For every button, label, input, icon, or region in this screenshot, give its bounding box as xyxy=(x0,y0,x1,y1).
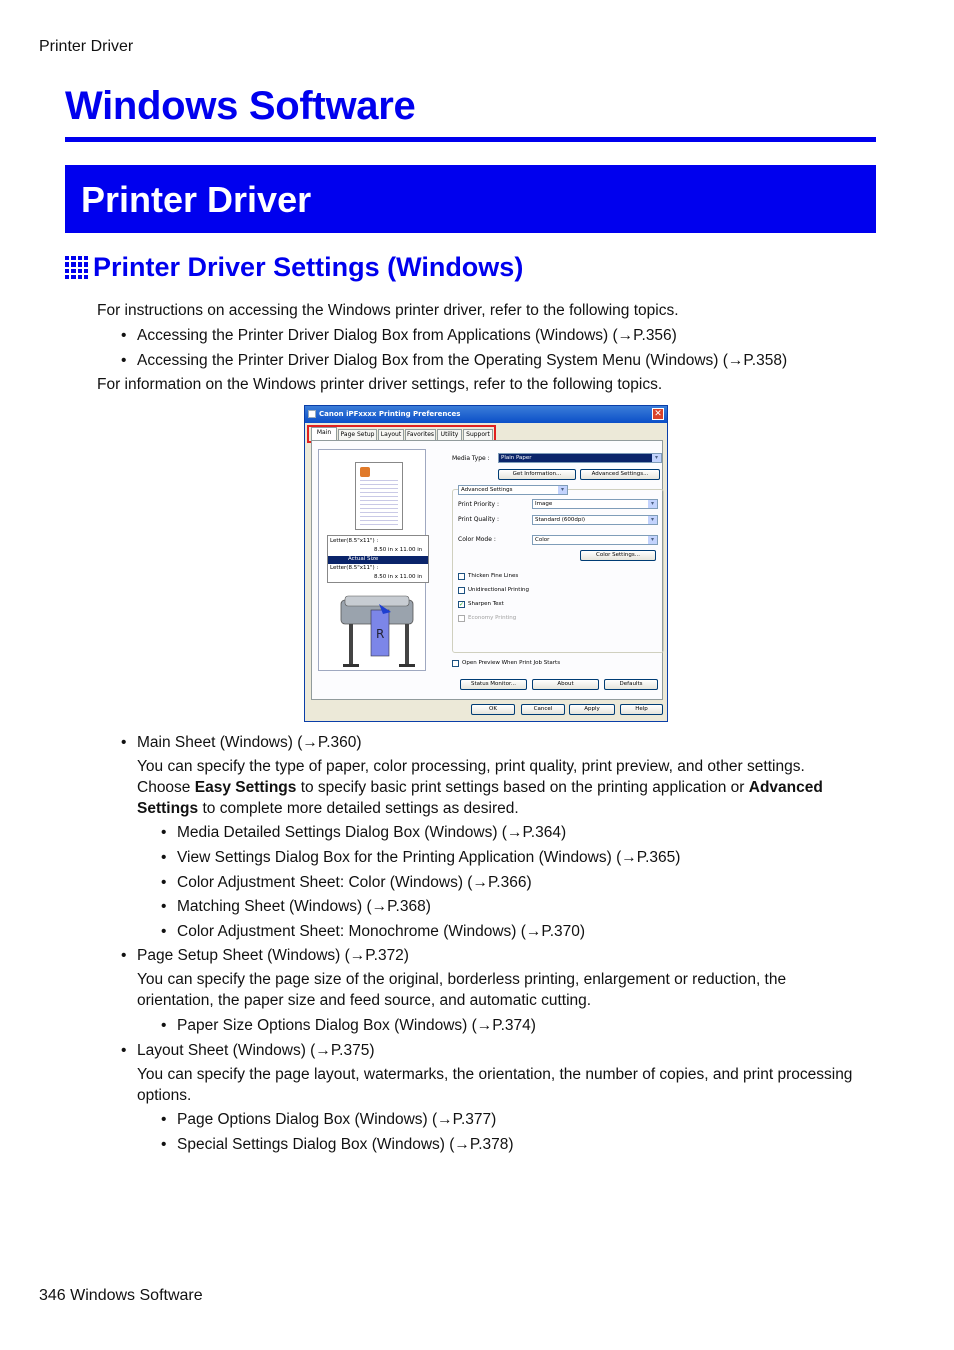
status-monitor-button[interactable]: Status Monitor... xyxy=(460,679,527,690)
sub-heading xyxy=(65,252,523,283)
size-line: Letter(8.5"x11") : xyxy=(330,565,379,571)
page-options-link[interactable]: • Page Options Dialog Box (Windows) (→P.377) xyxy=(177,1109,496,1130)
color-mode-label: Color Mode : xyxy=(458,536,496,543)
page-setup-desc-1: You can specify the page size of the original, borderless printing, enlargement or reduction, the xyxy=(137,971,787,988)
print-priority-select[interactable] xyxy=(532,499,658,509)
unidirectional-printing-label: Unidirectional Printing xyxy=(468,587,529,593)
economy-printing-label: Economy Printing xyxy=(468,615,517,621)
tab-utility[interactable]: Utility xyxy=(437,429,462,441)
main-sheet-desc-3: Settings to complete more detailed settings as desired. xyxy=(137,800,519,817)
close-icon[interactable]: ✕ xyxy=(652,408,664,420)
section-title: Printer Driver xyxy=(81,179,312,220)
layout-desc-2: options. xyxy=(137,1087,192,1104)
page-preview xyxy=(355,462,403,530)
intro-text: For instructions on accessing the Windows printer driver, refer to the following topics. xyxy=(97,302,679,319)
tab-layout[interactable]: Layout xyxy=(378,429,404,441)
color-adjustment-monochrome-link[interactable]: • Color Adjustment Sheet: Monochrome (Windows) (→P.370) xyxy=(177,921,585,942)
mode-value: Advanced Settings xyxy=(461,487,513,493)
dialog-title: Canon iPFxxxx Printing Preferences xyxy=(319,410,461,418)
main-sheet-desc-2: Choose Easy Settings to specify basic print settings based on the printing application or Advanced xyxy=(137,779,823,796)
tab-support[interactable]: Support xyxy=(463,429,493,441)
size-info-box xyxy=(327,535,429,583)
main-sheet-page xyxy=(311,440,663,700)
dialog-titlebar xyxy=(305,406,667,423)
mode-select[interactable] xyxy=(458,485,568,495)
media-type-label: Media Type : xyxy=(452,455,490,462)
color-settings-button[interactable]: Color Settings... xyxy=(580,550,656,561)
tab-favorites[interactable]: Favorites xyxy=(405,429,436,441)
tab-page-setup[interactable]: Page Setup xyxy=(338,429,377,441)
access-link-os-menu[interactable]: • Accessing the Printer Driver Dialog Box from the Operating System Menu (Windows) (→P.358) xyxy=(137,350,787,371)
intro-text-2: For information on the Windows printer driver settings, refer to the following topics. xyxy=(97,376,663,393)
chevron-down-icon: ▾ xyxy=(648,500,657,508)
ok-button[interactable]: OK xyxy=(471,704,515,715)
sub-heading-text: Printer Driver Settings (Windows) xyxy=(93,252,524,282)
color-adjustment-color-link[interactable]: • Color Adjustment Sheet: Color (Windows) (→P.366) xyxy=(177,872,532,893)
apply-button[interactable]: Apply xyxy=(569,704,615,715)
chevron-down-icon: ▾ xyxy=(558,486,567,494)
print-quality-value: Standard (600dpi) xyxy=(535,517,586,523)
page-setup-desc-2: orientation, the paper size and feed source, and automatic cutting. xyxy=(137,992,592,1009)
layout-desc-1: You can specify the page layout, watermarks, the orientation, the number of copies, and print processing xyxy=(137,1066,853,1083)
thicken-fine-lines-label: Thicken Fine Lines xyxy=(468,573,519,579)
matching-sheet-link[interactable]: • Matching Sheet (Windows) (→P.368) xyxy=(177,896,431,917)
page-footer: 346 Windows Software xyxy=(39,1287,203,1304)
size-line-selected xyxy=(328,556,428,564)
tab-main[interactable]: Main xyxy=(311,427,337,441)
size-line: 8.50 in x 11.00 in xyxy=(374,547,423,553)
page-setup-sheet-link[interactable]: • Page Setup Sheet (Windows) (→P.372) xyxy=(137,945,409,966)
special-settings-link[interactable]: • Special Settings Dialog Box (Windows) (→P.378) xyxy=(177,1134,514,1155)
size-line: Letter(8.5"x11") : xyxy=(330,538,379,544)
printer-illustration-icon xyxy=(335,590,423,674)
get-information-button[interactable]: Get Information... xyxy=(498,469,576,480)
access-link-applications[interactable]: • Accessing the Printer Driver Dialog Box from Applications (Windows) (→P.356) xyxy=(137,325,677,346)
thicken-fine-lines-checkbox[interactable] xyxy=(458,573,465,580)
help-button[interactable]: Help xyxy=(620,704,663,715)
printer-app-icon xyxy=(308,410,316,418)
media-detailed-settings-link[interactable]: • Media Detailed Settings Dialog Box (Windows) (→P.364) xyxy=(177,822,566,843)
print-priority-value: Image xyxy=(535,501,553,507)
sharpen-text-checkbox[interactable]: ✓ xyxy=(459,601,465,608)
defaults-button[interactable]: Defaults xyxy=(604,679,658,690)
actual-size-label: Actual Size xyxy=(348,556,379,562)
chevron-down-icon: ▾ xyxy=(648,516,657,524)
view-settings-link[interactable]: • View Settings Dialog Box for the Printing Application (Windows) (→P.365) xyxy=(177,847,680,868)
section-band xyxy=(65,165,876,233)
running-header: Printer Driver xyxy=(39,38,134,55)
sharpen-text-label: Sharpen Text xyxy=(468,601,504,607)
print-priority-label: Print Priority : xyxy=(458,501,499,508)
print-quality-select[interactable] xyxy=(532,515,658,525)
printing-preferences-dialog xyxy=(304,405,668,722)
svg-text:R: R xyxy=(376,627,385,641)
chevron-down-icon: ▾ xyxy=(648,536,657,544)
chapter-rule xyxy=(65,137,876,142)
color-mode-select[interactable] xyxy=(532,535,658,545)
chevron-down-icon: ▾ xyxy=(652,454,661,462)
about-button[interactable]: About xyxy=(532,679,599,690)
grid-icon xyxy=(65,256,88,279)
paper-size-options-link[interactable]: • Paper Size Options Dialog Box (Windows) (→P.374) xyxy=(177,1015,536,1036)
preview-panel xyxy=(318,449,426,671)
chapter-title: Windows Software xyxy=(65,84,416,128)
open-preview-label: Open Preview When Print Job Starts xyxy=(462,660,561,666)
main-sheet-link[interactable]: • Main Sheet (Windows) (→P.360) xyxy=(137,732,362,753)
advanced-settings-button[interactable]: Advanced Settings... xyxy=(580,469,660,480)
unidirectional-printing-checkbox[interactable] xyxy=(458,587,465,594)
cancel-button[interactable]: Cancel xyxy=(521,704,565,715)
media-type-select[interactable] xyxy=(498,453,662,463)
main-sheet-desc-1: You can specify the type of paper, color processing, print quality, print preview, and other settings. xyxy=(137,758,805,775)
print-quality-label: Print Quality : xyxy=(458,516,500,523)
economy-printing-checkbox xyxy=(458,615,465,622)
color-mode-value: Color xyxy=(535,537,550,543)
media-type-value: Plain Paper xyxy=(501,455,532,461)
settings-group xyxy=(452,489,664,653)
open-preview-checkbox[interactable] xyxy=(452,660,459,667)
size-line: 8.50 in x 11.00 in xyxy=(374,574,423,580)
settings-area xyxy=(434,449,660,667)
layout-sheet-link[interactable]: • Layout Sheet (Windows) (→P.375) xyxy=(137,1040,375,1061)
